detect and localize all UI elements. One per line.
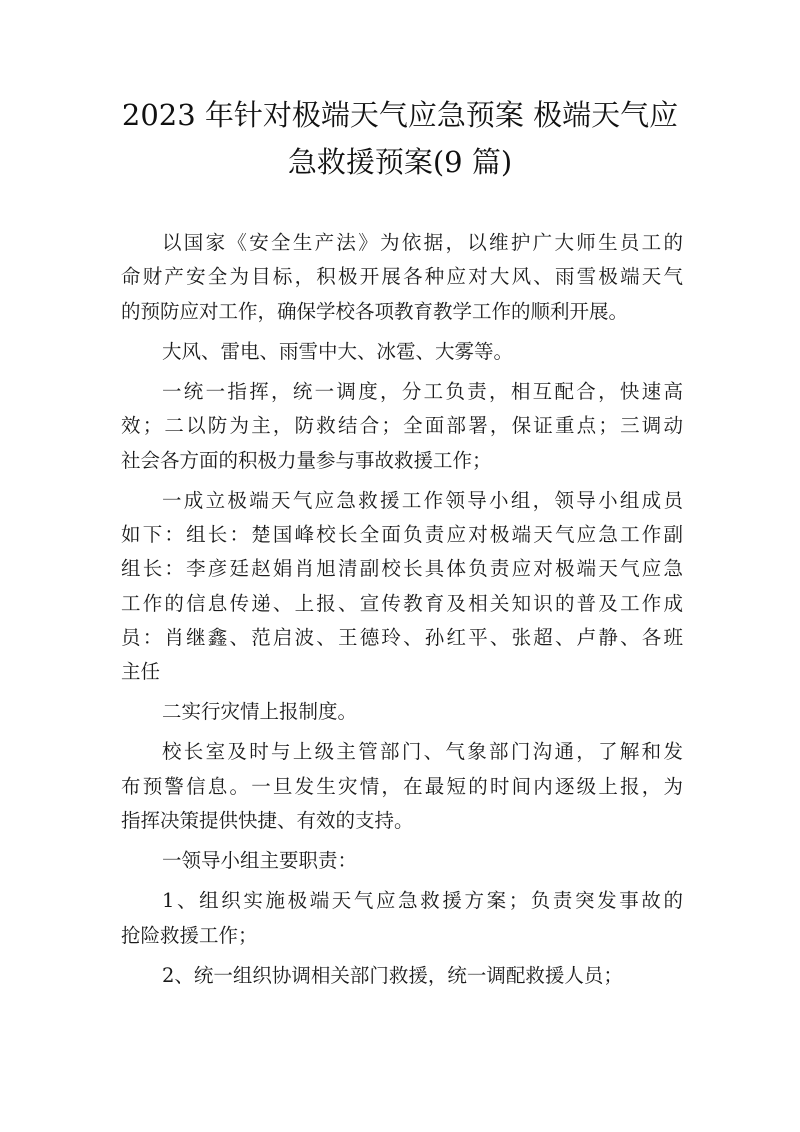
paragraph bbox=[121, 695, 683, 729]
text-line: 大风、雷电、雨雪中大、冰雹、大雾等。 bbox=[162, 339, 514, 363]
text-line: 如下：组长：楚国峰校长全面负责应对极端天气应急工作副 bbox=[121, 522, 683, 546]
paragraph bbox=[121, 844, 683, 878]
text-line: 抢险救援工作； bbox=[121, 923, 258, 947]
text-line: 工作的信息传递、上报、宣传教育及相关知识的普及工作成 bbox=[121, 591, 683, 615]
text-line: 2、统一组织协调相关部门救援，统一调配救援人员； bbox=[162, 963, 623, 987]
text-line: 命财产安全为目标，积极开展各种应对大风、雨雪极端天气 bbox=[121, 265, 683, 289]
text-line: 员：肖继鑫、范启波、王德玲、孙红平、张超、卢静、各班 bbox=[121, 626, 683, 650]
paragraph bbox=[121, 959, 683, 993]
text-line: 效；二以防为主，防救结合；全面部署，保证重点；三调动 bbox=[121, 414, 683, 438]
title-line: 急救援预案(9 篇) bbox=[287, 145, 513, 179]
document-title bbox=[80, 92, 720, 186]
text-line: 主任 bbox=[121, 660, 161, 684]
text-line: 1、组织实施极端天气应急救援方案；负责突发事故的 bbox=[162, 889, 683, 913]
text-line: 的预防应对工作，确保学校各项教育教学工作的顺利开展。 bbox=[121, 299, 629, 323]
title-line: 2023 年针对极端天气应急预案 极端天气应 bbox=[121, 98, 679, 132]
paragraph bbox=[121, 375, 683, 478]
paragraph bbox=[121, 884, 683, 953]
text-line: 一统一指挥，统一调度，分工负责，相互配合，快速高 bbox=[162, 379, 683, 403]
text-line: 布预警信息。一旦发生灾情，在最短的时间内逐级上报，为 bbox=[121, 774, 683, 798]
text-line: 组长：李彦廷赵娟肖旭清副校长具体负责应对极端天气应急 bbox=[121, 557, 683, 581]
paragraph bbox=[121, 226, 683, 329]
text-line: 以国家《安全生产法》为依据，以维护广大师生员工的 bbox=[162, 231, 683, 254]
text-line: 一成立极端天气应急救援工作领导小组，领导小组成员 bbox=[162, 488, 683, 512]
text-line: 社会各方面的积极力量参与事故救援工作； bbox=[121, 448, 492, 472]
paragraph bbox=[121, 484, 683, 690]
text-line: 二实行灾情上报制度。 bbox=[162, 700, 358, 724]
paragraph bbox=[121, 735, 683, 838]
text-line: 校长室及时与上级主管部门、气象部门沟通，了解和发 bbox=[162, 740, 683, 764]
text-line: 指挥决策提供快捷、有效的支持。 bbox=[121, 809, 414, 833]
text-line: 一领导小组主要职责： bbox=[162, 849, 358, 873]
paragraph bbox=[121, 335, 683, 369]
document-body bbox=[121, 226, 683, 993]
